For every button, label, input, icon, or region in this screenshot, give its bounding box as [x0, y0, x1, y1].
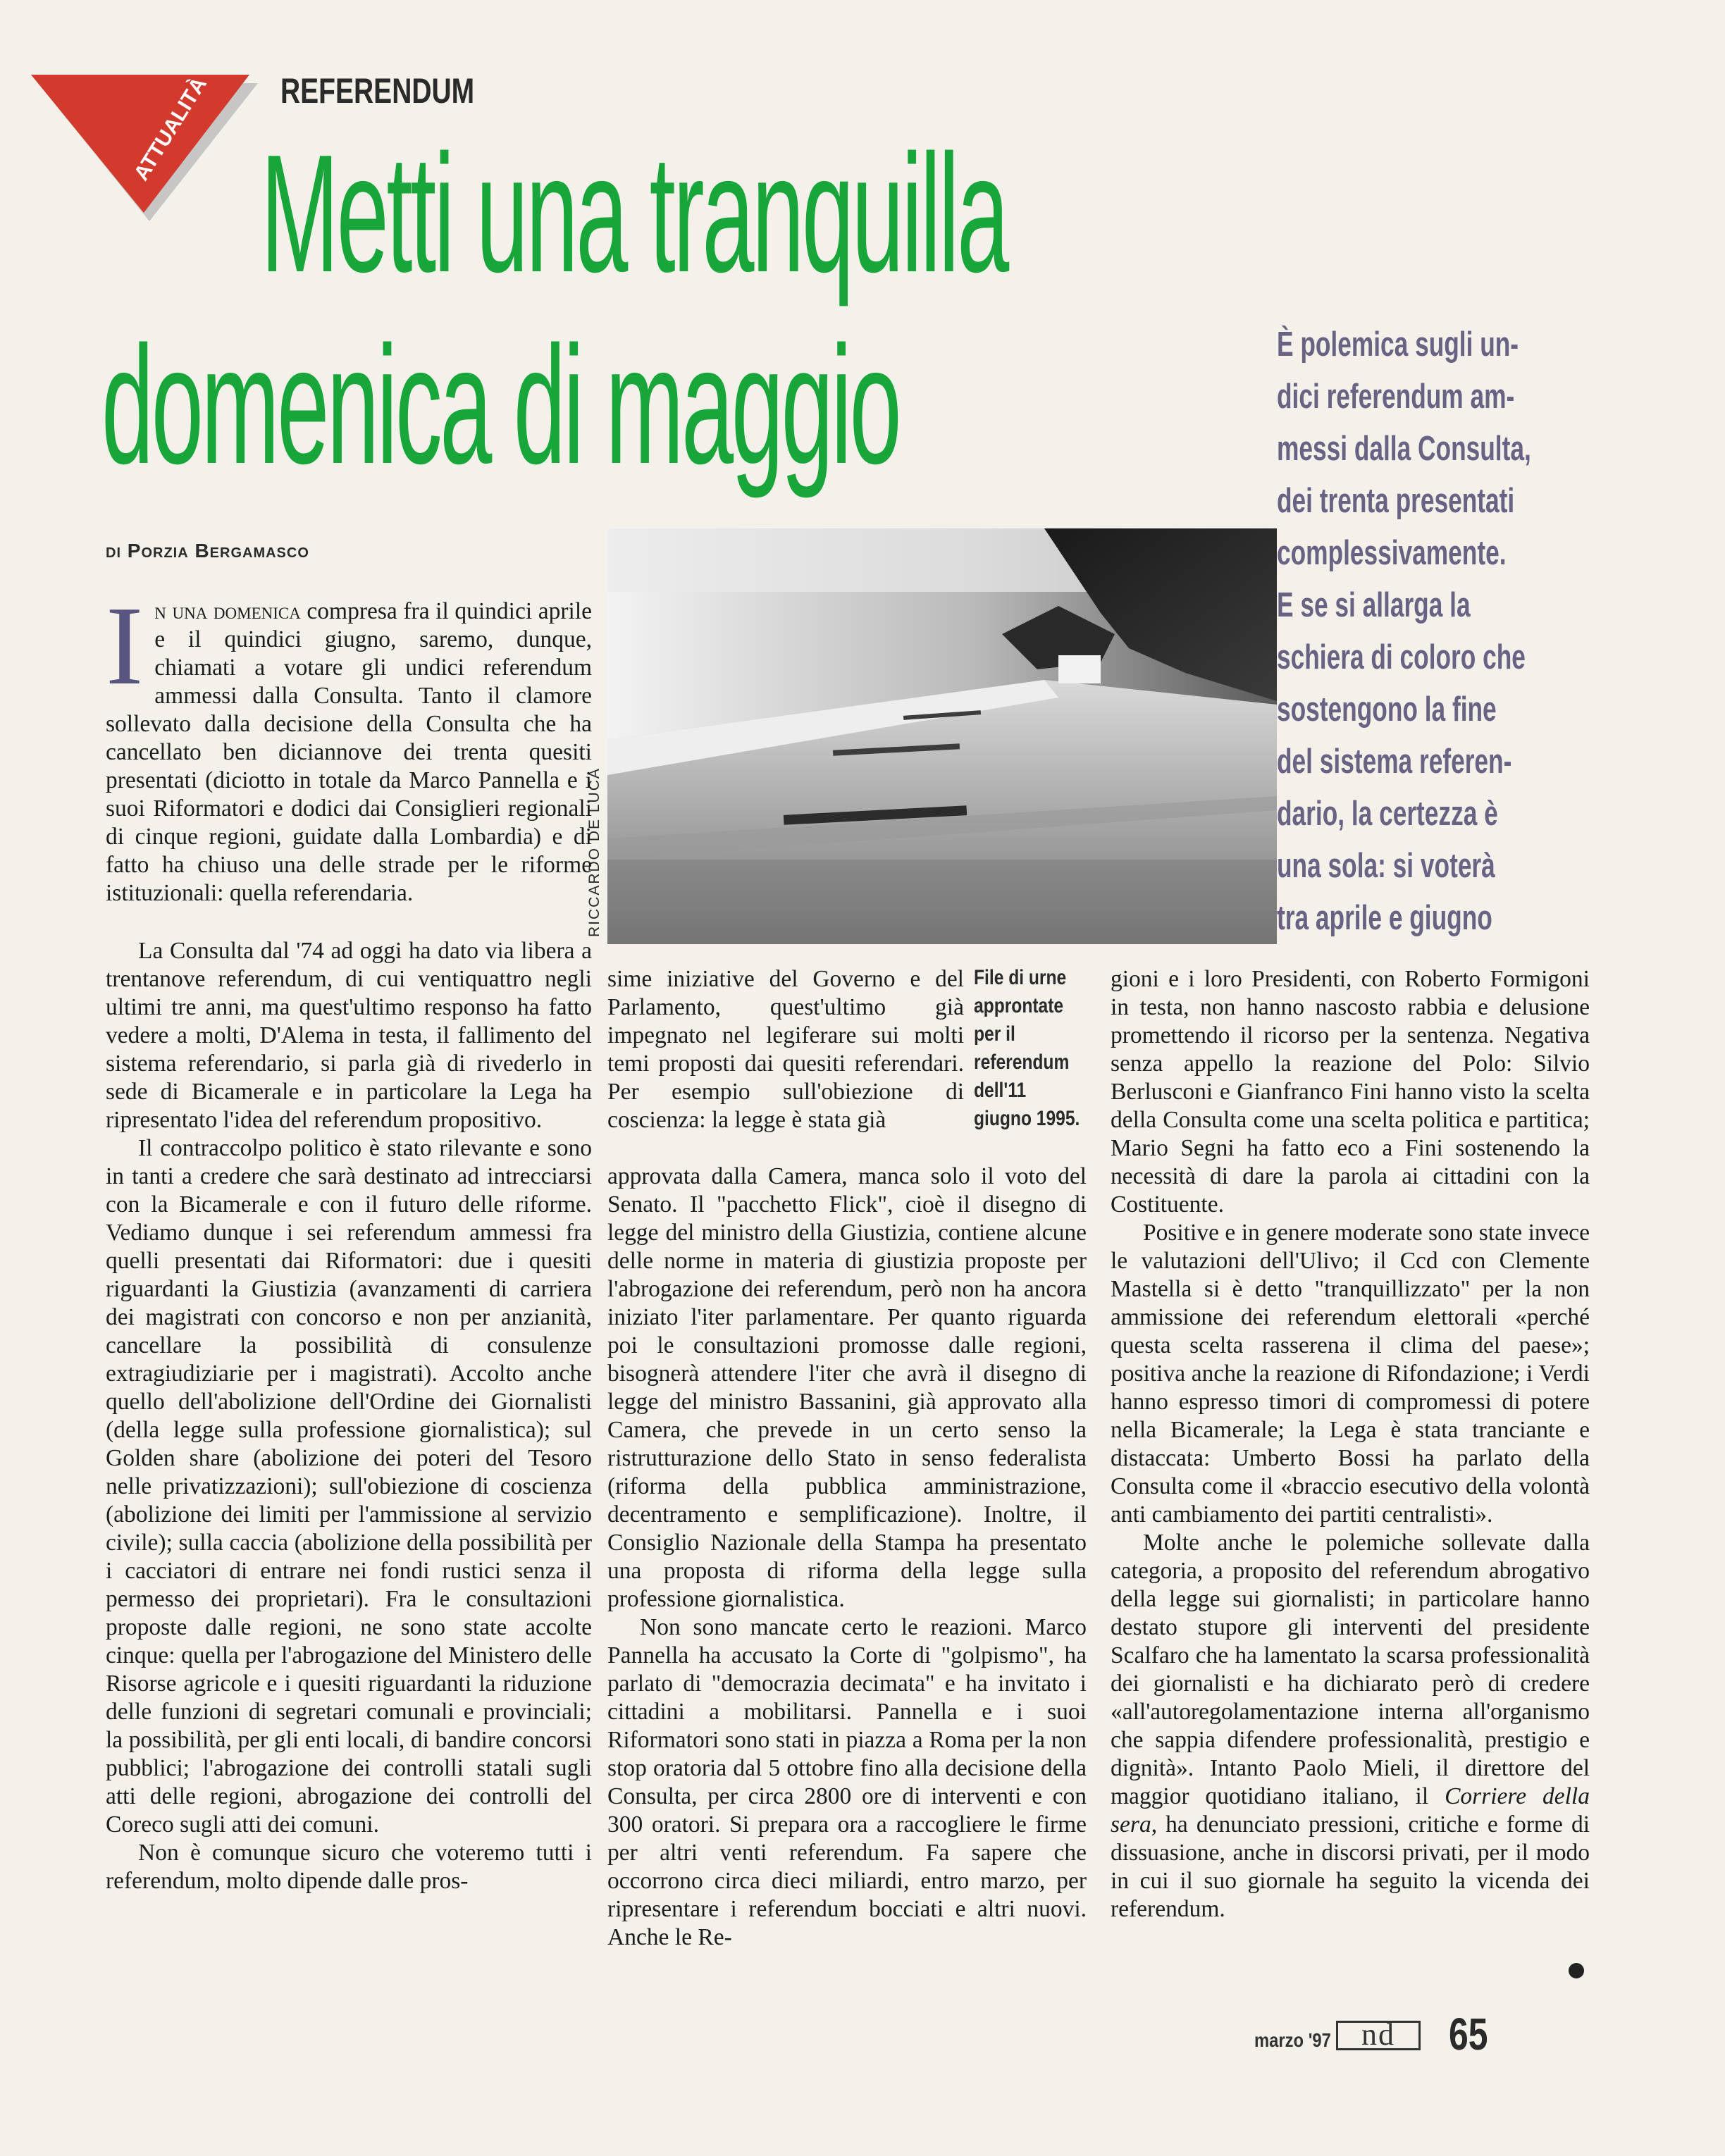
caption-line: approntate: [974, 994, 1064, 1017]
paragraph: gioni e i loro Presidenti, con Roberto Formigoni in testa, non hanno nascosto rabbia e delusione promettendo il ricorso per la sentenza. Negativa senza appello la reazione del Polo: Silvio Berlusconi e Gianfranco Fini hanno visto la scelta della Consulta come una scelta politica e partitica; Mario Segni ha fatto eco a Fini sostenendo la necessità di dare la parola ai cittadini con la Costituente.: [1111, 966, 1590, 1218]
caption-line: referendum: [974, 1051, 1070, 1074]
end-mark: [1569, 1963, 1584, 1978]
headline-line-2: domenica di maggio: [101, 312, 900, 499]
magazine-logo: nd: [1336, 2021, 1421, 2050]
column-1: [106, 937, 592, 1895]
deck-line: complessivamente.: [1277, 534, 1507, 572]
deck-line: dei trenta presentati: [1277, 482, 1515, 520]
deck-line: È polemica sugli un-: [1277, 326, 1519, 364]
footer-date: marzo '97: [1254, 2029, 1331, 2051]
paragraph: Non è comunque sicuro che voteremo tutti i referendum, molto dipende dalle pros-: [106, 1840, 592, 1894]
deck-line: dici referendum am-: [1277, 378, 1515, 416]
paragraph: Positive e in genere moderate sono state invece le valutazioni dell'Ulivo; il Ccd con Clemente Mastella si è detto "tranquillizzato" per la non ammissione dei referendum elettorali «perché questa scelta rasserena il clima del paese»; positiva anche la reazione di Rifondazione; i Verdi hanno espresso timori di compromessi di potere nella Bicamerale; la Lega è stata tranciante e distaccata: Umberto Bossi ha parlato della Consulta come il «braccio esecutivo della volontà anti cambiamento dei partiti centralisti».: [1111, 1220, 1590, 1528]
deck-line: una sola: si voterà: [1277, 847, 1495, 885]
intro-paragraph: [106, 583, 592, 907]
column-2-top: [607, 965, 964, 1134]
deck-line: E se si allarga la: [1277, 586, 1471, 624]
caption-line: dell'11: [974, 1079, 1027, 1102]
deck-line: dario, la certezza è: [1277, 795, 1498, 833]
page-number: 65: [1449, 2009, 1488, 2059]
ballot-box-photo: [607, 528, 1277, 944]
paragraph: [1111, 1529, 1590, 1923]
byline: di Porzia Bergamasco: [106, 540, 309, 562]
paragraph: sime iniziative del Governo e del Parlamento, quest'ultimo già impegnato nel legiferare sui molti temi proposti dai quesiti referendari. Per esempio sull'obiezione di coscienza: la legge è stata già: [607, 966, 964, 1133]
caption-line: per il: [974, 1022, 1015, 1046]
caption-line: File di urne: [974, 966, 1067, 989]
lead-in: n una domenica: [154, 598, 301, 624]
deck-line: messi dalla Consulta,: [1277, 430, 1531, 468]
intro-text: compresa fra il quindici aprile e il quindici giugno, saremo, dunque, chiamati a votare gli undici referendum ammessi dalla Consulta. Tanto il clamore sollevato dalla decisione della Consulta che ha cancellato ben diciannove dei trenta quesiti presentati (diciotto in totale da Marco Pannella e i suoi Riformatori e dodici dai Consiglieri regionali di cinque regioni, guidate dalla Lombardia) e di fatto ha chiuso una delle strade per le riforme istituzionali: quella referendaria.: [106, 598, 592, 906]
caption-line: giugno 1995.: [974, 1107, 1080, 1130]
drop-cap: I: [106, 583, 144, 708]
paragraph: approvata dalla Camera, manca solo il voto del Senato. Il "pacchetto Flick", cioè il disegno di legge del ministro della Giustizia, contiene alcune delle norme in materia di giustizia proposte per l'abrogazione dei referendum, però non ha ancora iniziato l'iter parlamentare. Per quanto riguarda poi le consultazioni promosse dalle regioni, bisognerà attendere l'iter che avrà il disegno di legge del ministro Bassanini, già approvato alla Camera, che prevede in un certo senso la ristrutturazione dello Stato in senso federalista (riforma della pubblica amministrazione, decentramento e semplificazione). Inoltre, il Consiglio Nazionale della Stampa ha presentato una proposta di riforma della legge sulla professione giornalistica.: [607, 1163, 1087, 1612]
deck-line: schiera di coloro che: [1277, 638, 1526, 676]
section-tag: ATTUALITÀ: [129, 73, 211, 185]
headline: [101, 118, 1290, 502]
paragraph-text: Molte anche le polemiche sollevate dalla categoria, a proposito del referendum abrogativo della legge sui giornalisti; in particolare hanno destato stupore gli interventi del presidente Scalfaro che ha lamentato la scarsa professionalità dei giornalisti e ha dichiarato però di credere «all'autoregolamentazione interna all'organismo che sappia difendere professionalità, prestigio e dignità». Intanto Paolo Mieli, il direttore del maggior quotidiano italiano, il: [1111, 1530, 1590, 1809]
headline-line-1: Metti una tranquilla: [261, 120, 1007, 307]
deck-line: del sistema referen-: [1277, 743, 1512, 781]
paragraph: Non sono mancate certo le reazioni. Marco Pannella ha accusato la Corte di "golpismo", ha parlato di "democrazia decimata" e ha invitato i cittadini a mobilitarsi. Pannella e i suoi Riformatori sono stati in piazza a Roma per la non stop oratoria dal 5 ottobre fino alla decisione della Consulta, per circa 2800 ore di interventi e con 300 oratori. Si prepara ora a raccogliere le firme per altri venti referendum. Fa sapere che occorrono circa dieci miliardi, entro marzo, per ripresentare i referendum bocciati e altri nuovi. Anche le Re-: [607, 1614, 1087, 1950]
photo-caption: [974, 964, 1101, 1133]
deck: [1277, 318, 1590, 944]
column-3: [1111, 965, 1590, 1923]
newspaper-title: Corriere della sera: [1111, 1783, 1590, 1838]
section-label: REFERENDUM: [280, 71, 475, 111]
deck-line: sostengono la fine: [1277, 690, 1497, 729]
paragraph-text: , ha denunciato pressioni, critiche e forme di dissuasione, anche in discorsi privati, per il modo in cui il suo giornale ha seguito la vicenda dei referendum.: [1111, 1811, 1590, 1922]
column-2: [607, 1163, 1087, 1952]
photo-credit: RICCARDO DE LUCA: [586, 767, 602, 937]
paragraph: Il contraccolpo politico è stato rilevante e sono in tanti a credere che sarà destinato ad intrecciarsi con la Bicamerale e con il futuro delle riforme. Vediamo dunque i sei referendum ammessi fra quelli presentati dai Riformatori: due i quesiti riguardanti la Giustizia (avanzamenti di carriera dei magistrati con concorso e non per anzianità, cancellare la possibilità di consulenze extragiudiziarie per i magistrati). Accolto anche quello dell'abolizione dell'Ordine dei Giornalisti (della legge sulla professione giornalistica); sul Golden share (abolizione dei poteri del Tesoro nelle privatizzazioni); sull'obiezione di coscienza (abolizione dei limiti per l'ammissione al servizio civile); sulla caccia (abolizione della possibilità per i cacciatori di entrare nei fondi rustici senza il permesso dei proprietari). Fra le consultazioni proposte dalle regioni, ne sono state accolte cinque: quella per l'abrogazione del Ministero delle Risorse agricole e i quesiti riguardanti la riduzione delle funzioni di segretari comunali e provinciali; la possibilità, per gli enti locali, di bandire concorsi pubblici; l'abrogazione dei controlli statali sugli atti delle regioni, abrogazione dei controlli del Coreco sugli atti dei comuni.: [106, 1135, 592, 1838]
paragraph: La Consulta dal '74 ad oggi ha dato via libera a trentanove referendum, di cui ventiquattro negli ultimi tre anni, ma quest'ultimo responso ha fatto vedere a molti, D'Alema in testa, il fallimento del sistema referendario, si parla già di rivederlo in sede di Bicamerale e in particolare la Lega ha ripresentato l'idea del referendum propositivo.: [106, 938, 592, 1133]
deck-line: tra aprile e giugno: [1277, 899, 1492, 937]
